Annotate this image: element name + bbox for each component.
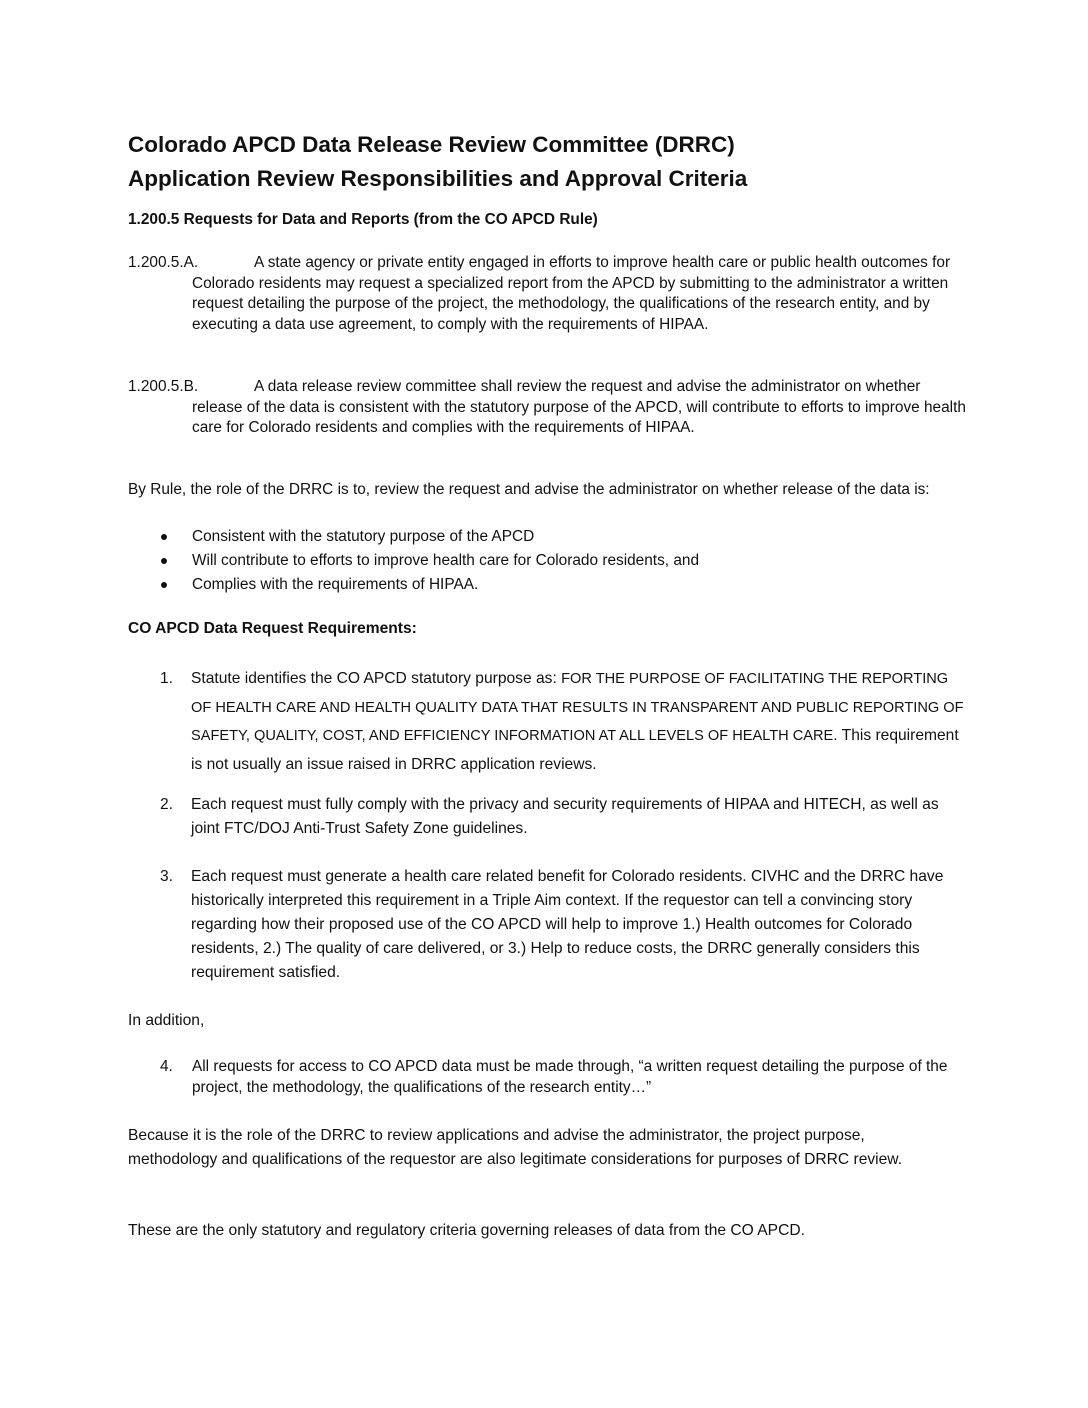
requirements-heading: CO APCD Data Request Requirements: <box>128 620 417 637</box>
rule-item-number: 1.200.5.B. <box>128 378 199 395</box>
closing-paragraph-2: These are the only statutory and regulatory criteria governing releases of data from the CO APCD. <box>128 1222 805 1239</box>
rule-item-text: A state agency or private entity engaged in efforts to improve health care or public health outcomes for Colorado residents may request a specialized report from the APCD by submitting to the administrator a written request detailing the purpose of the project, the methodology, the qualifications of the research entity, and by executing a data use agreement, to comply with the requirements of HIPAA. <box>192 254 951 334</box>
requirement-number: 2. <box>160 796 174 813</box>
statutory-purpose-quote: FOR THE PURPOSE OF FACILITATING THE REPORTING OF HEALTH CARE AND HEALTH QUALITY DATA THAT RESULTS IN TRANSPARENT AND PUBLIC REPORTING OF SAFETY, QUALITY, COST, AND EFFICIENCY INFORMATION AT ALL LEVELS OF HEALTH CARE <box>191 671 964 744</box>
bullet-item: Complies with the requirements of HIPAA. <box>128 573 968 597</box>
requirement-text: Statute identifies the CO APCD statutory purpose as: FOR THE PURPOSE OF FACILITATING THE REPORTING OF HEALTH CARE AND HEALTH QUALITY DATA THAT RESULTS IN TRANSPARENT AND PUBLIC REPORTING OF SAFETY, QUALITY, COST, AND EFFICIENCY INFORMATION AT ALL LEVELS OF HEALTH CARE. This requirement is not usually an issue raised in DRRC application reviews. <box>191 670 964 773</box>
role-intro-paragraph: By Rule, the role of the DRRC is to, review the request and advise the administrator on whether release of the data is: <box>128 481 930 498</box>
document-title <box>128 128 988 196</box>
requirement-item-1 <box>128 665 968 778</box>
in-addition-label: In addition, <box>128 1012 205 1029</box>
requirement-text: Each request must generate a health care related benefit for Colorado residents. CIVHC and the DRRC have historically interpreted this requirement in a Triple Aim context. If the requestor can tell a convincing story regarding how their proposed use of the CO APCD will help to improve 1.) Health outcomes for Colorado residents, 2.) The quality of care delivered, or 3.) Help to reduce costs, the DRRC generally considers this requirement satisfied. <box>191 868 944 981</box>
bullet-item: Will contribute to efforts to improve health care for Colorado residents, and <box>128 549 968 573</box>
requirement-number: 3. <box>160 868 174 885</box>
bullet-dot-icon <box>161 534 167 540</box>
rule-section-heading: 1.200.5 Requests for Data and Reports (from the CO APCD Rule) <box>128 211 598 228</box>
requirement-text: All requests for access to CO APCD data must be made through, “a written request detailing the purpose of the project, the methodology, the qualifications of the research entity…” <box>192 1058 948 1096</box>
role-bullet-list <box>128 525 968 597</box>
requirement-item-4 <box>128 1057 968 1098</box>
title-line-2: Application Review Responsibilities and Approval Criteria <box>128 166 748 191</box>
rule-item-b <box>128 377 968 439</box>
requirement-item-3 <box>128 865 968 985</box>
requirement-text: Each request must fully comply with the privacy and security requirements of HIPAA and HITECH, as well as joint FTC/DOJ Anti-Trust Safety Zone guidelines. <box>191 796 939 837</box>
rule-item-number: 1.200.5.A. <box>128 254 199 271</box>
requirement-number: 4. <box>160 1058 173 1075</box>
requirement-item-2 <box>128 793 968 841</box>
bullet-dot-icon <box>161 558 167 564</box>
bullet-item: Consistent with the statutory purpose of the APCD <box>128 525 968 549</box>
rule-item-a <box>128 253 968 336</box>
bullet-dot-icon <box>161 582 167 588</box>
requirement-number: 1. <box>160 670 174 687</box>
rule-item-text: A data release review committee shall review the request and advise the administrator on whether release of the data is consistent with the statutory purpose of the APCD, will contribute to efforts to improve health care for Colorado residents and complies with the requirements of HIPAA. <box>192 378 966 437</box>
title-line-1: Colorado APCD Data Release Review Committee (DRRC) <box>128 132 735 157</box>
closing-paragraph-1: Because it is the role of the DRRC to review applications and advise the administrator, the project purpose, methodology and qualifications of the requestor are also legitimate considerations for purposes of DRRC review. <box>128 1127 903 1168</box>
